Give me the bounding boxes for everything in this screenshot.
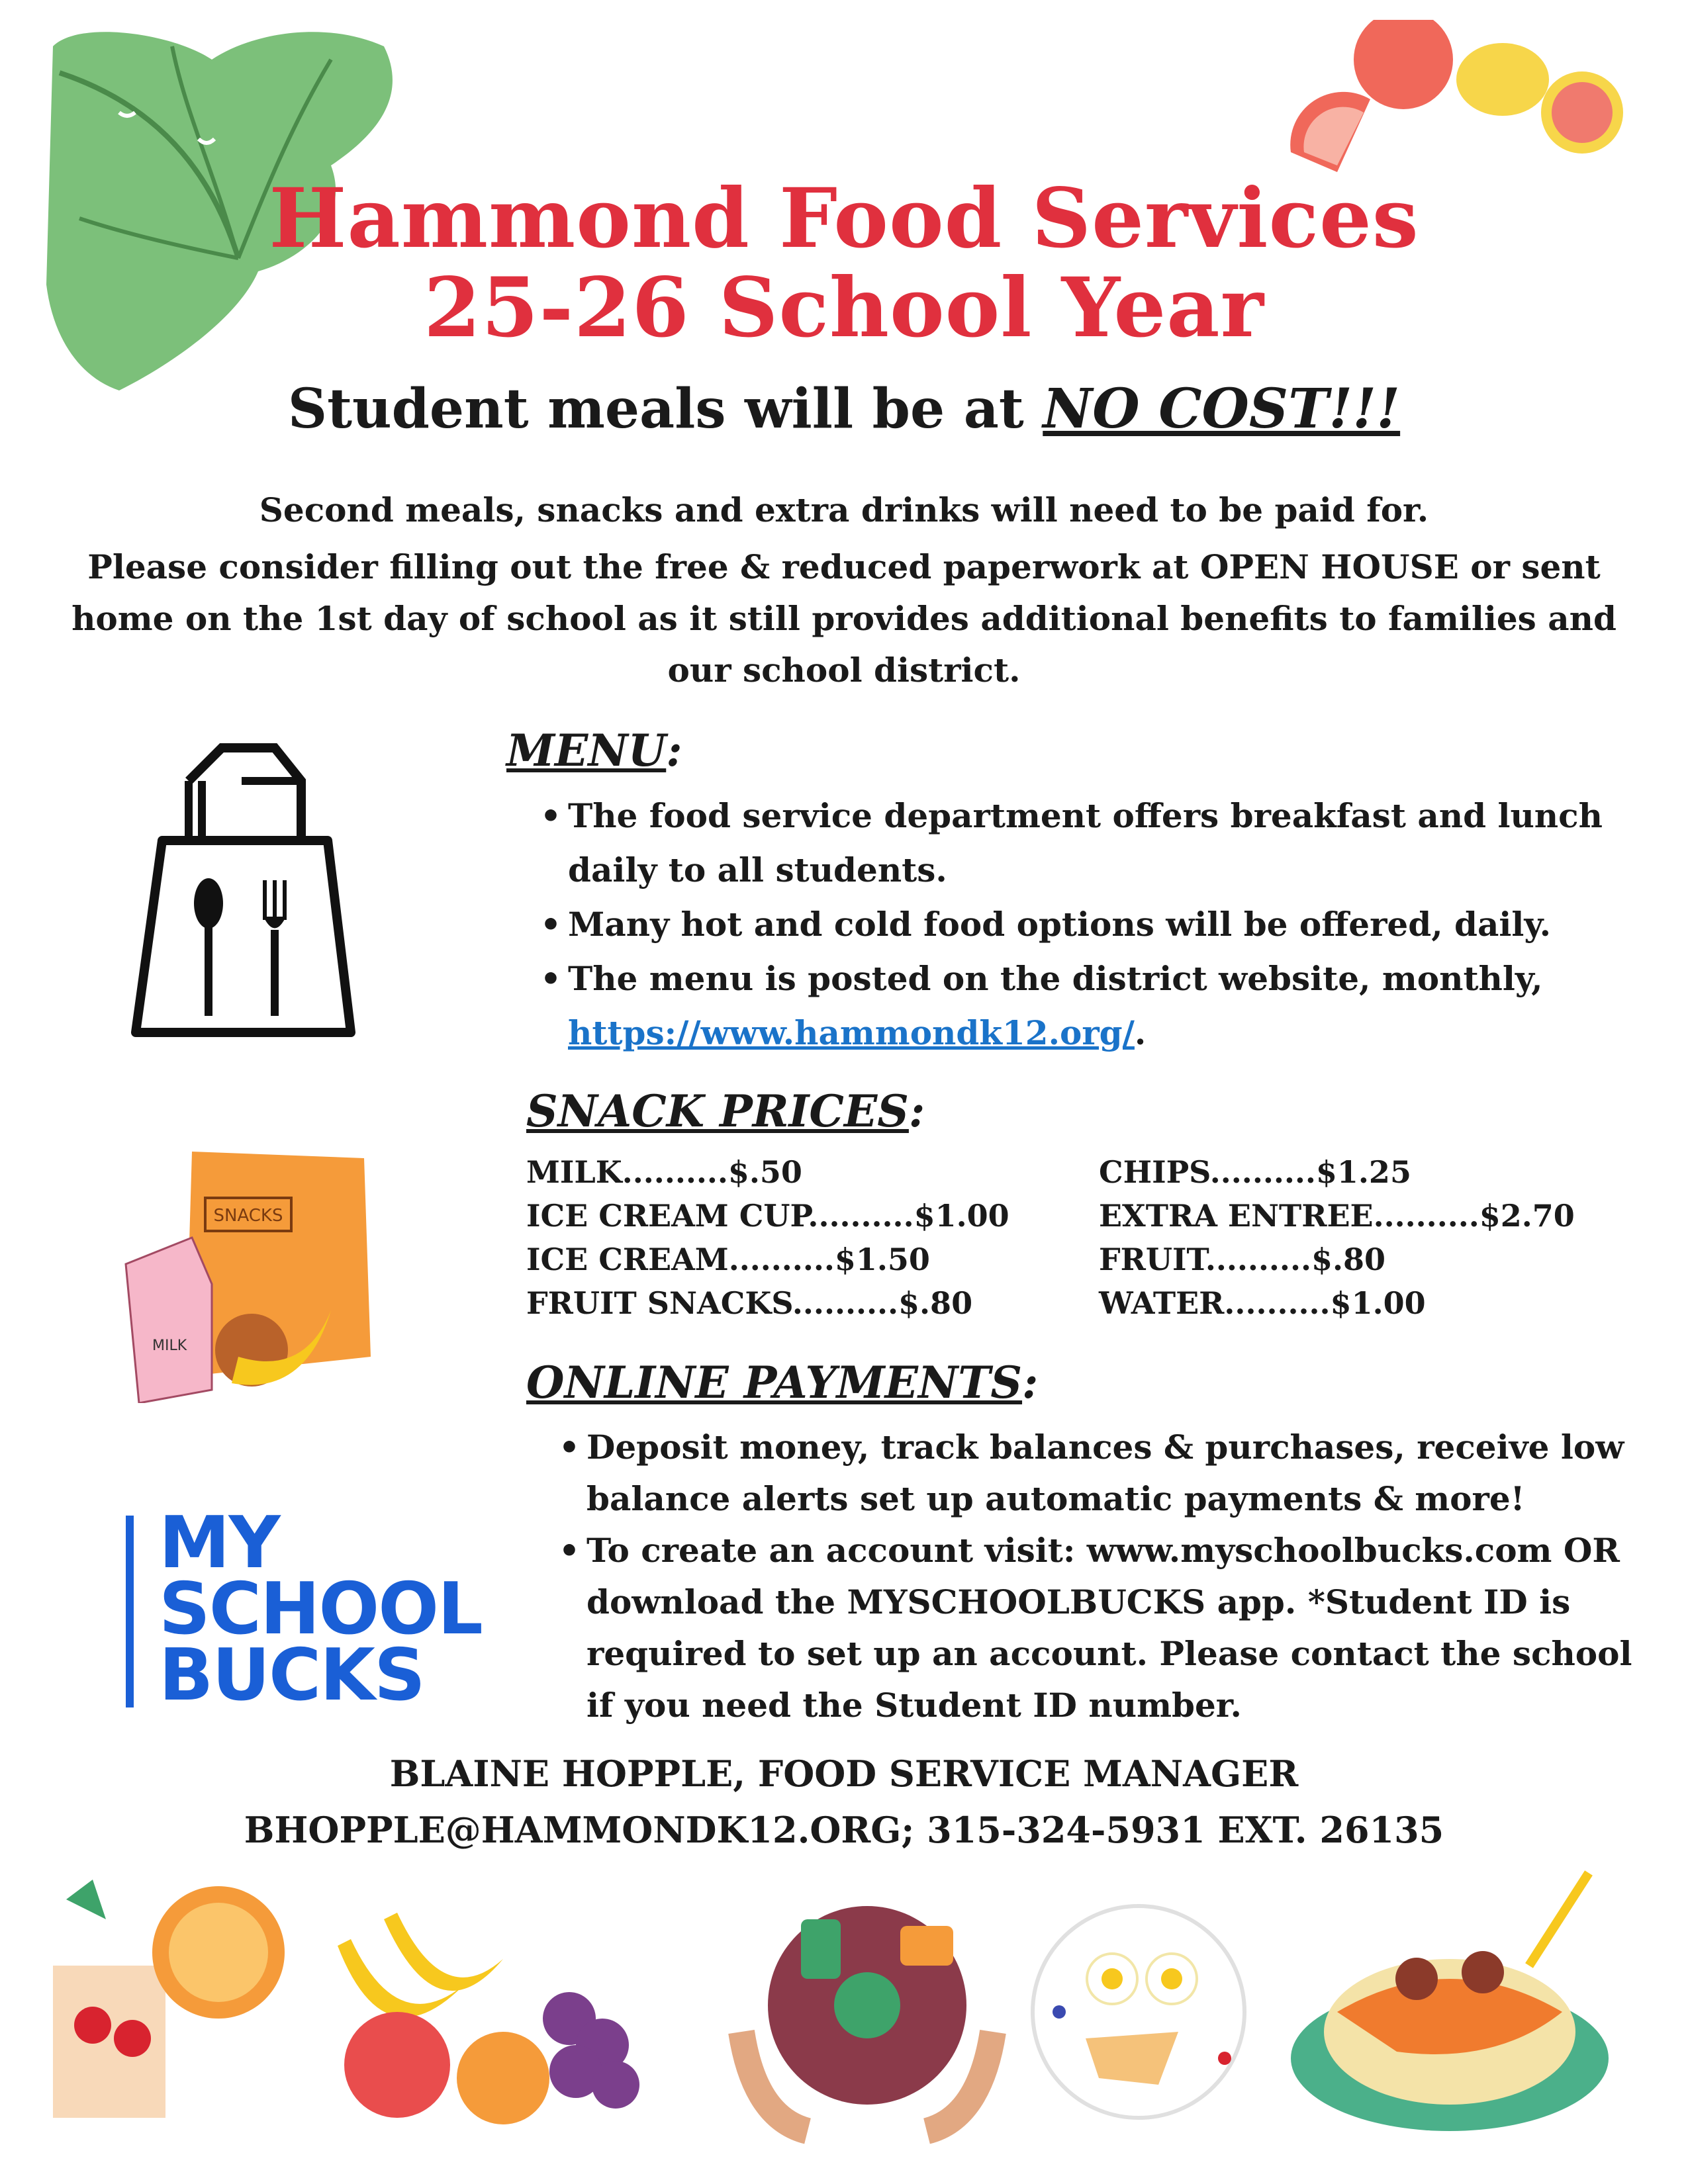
- online-payments-heading: [526, 1357, 1038, 1408]
- menu-item: [568, 952, 1627, 1060]
- contact-line-2: BHOPPLE@HAMMONDK12.ORG; 315-324-5931 EXT. 26135: [244, 1809, 1444, 1851]
- menu-item: • The food service department offers breakfast and lunch daily to all students.: [568, 789, 1627, 897]
- price-item: ICE CREAM..........$1.50: [526, 1242, 930, 1277]
- snack-prices-heading-text: SNACK PRICES: [526, 1085, 909, 1137]
- snacks-bag-label: SNACKS: [213, 1206, 283, 1226]
- price-item: WATER..........$1.00: [1099, 1285, 1426, 1321]
- menu-heading: [506, 725, 682, 776]
- menu-item: • Many hot and cold food options will be offered, daily.: [568, 897, 1627, 952]
- payments-list: [555, 1422, 1632, 1731]
- drink-orange-icon: [53, 1880, 285, 2118]
- menu-item-text: The menu is posted on the district website, monthly,: [568, 959, 1543, 998]
- logo-bar: [126, 1516, 134, 1707]
- menu-list: [536, 789, 1627, 1060]
- intro-line-2: Please consider filling out the free & reduced paperwork at OPEN HOUSE or sent home on the 1st day of school as it still provides additional benefits to families and our school district.: [71, 547, 1617, 690]
- bowl-hands-icon: [741, 1906, 993, 2131]
- online-payments-heading-colon: :: [1022, 1357, 1039, 1408]
- intro-line-1: Second meals, snacks and extra drinks will need to be paid for.: [259, 490, 1429, 529]
- title-line-1: Hammond Food Services: [269, 171, 1419, 267]
- subtitle: [0, 377, 1688, 441]
- snack-prices-left-column: [526, 1150, 1009, 1325]
- lunch-bag-icon: [122, 741, 361, 1046]
- contact-line-1: BLAINE HOPPLE, FOOD SERVICE MANAGER: [389, 1752, 1299, 1795]
- menu-heading-colon: :: [666, 725, 682, 776]
- price-item: CHIPS..........$1.25: [1099, 1154, 1411, 1190]
- snack-bag-illustration: [113, 1138, 391, 1403]
- logo-line-1: MY: [159, 1502, 279, 1584]
- snack-prices-heading: [526, 1085, 925, 1137]
- logo-line-3: BUCKS: [159, 1634, 424, 1717]
- subtitle-emphasis: NO COST!!!: [1043, 377, 1401, 441]
- price-item: EXTRA ENTREE..........$2.70: [1099, 1198, 1575, 1234]
- price-item: FRUIT SNACKS..........$.80: [526, 1285, 973, 1321]
- price-item: FRUIT..........$.80: [1099, 1242, 1386, 1277]
- snack-prices-heading-colon: :: [908, 1085, 925, 1137]
- payments-item: • Deposit money, track balances & purchases, receive low balance alerts set up automatic payments & more!: [586, 1422, 1632, 1525]
- breakfast-plate-icon: [1033, 1906, 1244, 2118]
- price-item: ICE CREAM CUP..........$1.00: [526, 1198, 1009, 1234]
- milk-carton-label: MILK: [152, 1338, 187, 1354]
- price-item: MILK..........$.50: [526, 1154, 802, 1190]
- district-website-link[interactable]: https://www.hammondk12.org/: [568, 1013, 1135, 1052]
- citrus-fruits-illustration: [1238, 20, 1648, 192]
- bottom-food-illustrations: [40, 1866, 1648, 2144]
- title-line-2: 25-26 School Year: [424, 260, 1264, 356]
- menu-heading-text: MENU: [506, 725, 667, 776]
- spaghetti-plate-icon: [1291, 1873, 1609, 2131]
- fruit-pile-icon: [338, 1913, 639, 2124]
- menu-item-end: .: [1134, 1013, 1147, 1052]
- subtitle-prefix: Student meals will be at: [287, 377, 1043, 441]
- payments-item: • To create an account visit: www.myschoolbucks.com OR download the MYSCHOOLBUCKS app. *Student ID is required to set up an account. Please contact the school if you need the Student ID number.: [586, 1525, 1632, 1731]
- snack-prices-right-column: [1099, 1150, 1575, 1325]
- logo-line-2: SCHOOL: [159, 1568, 482, 1651]
- online-payments-heading-text: ONLINE PAYMENTS: [526, 1357, 1023, 1408]
